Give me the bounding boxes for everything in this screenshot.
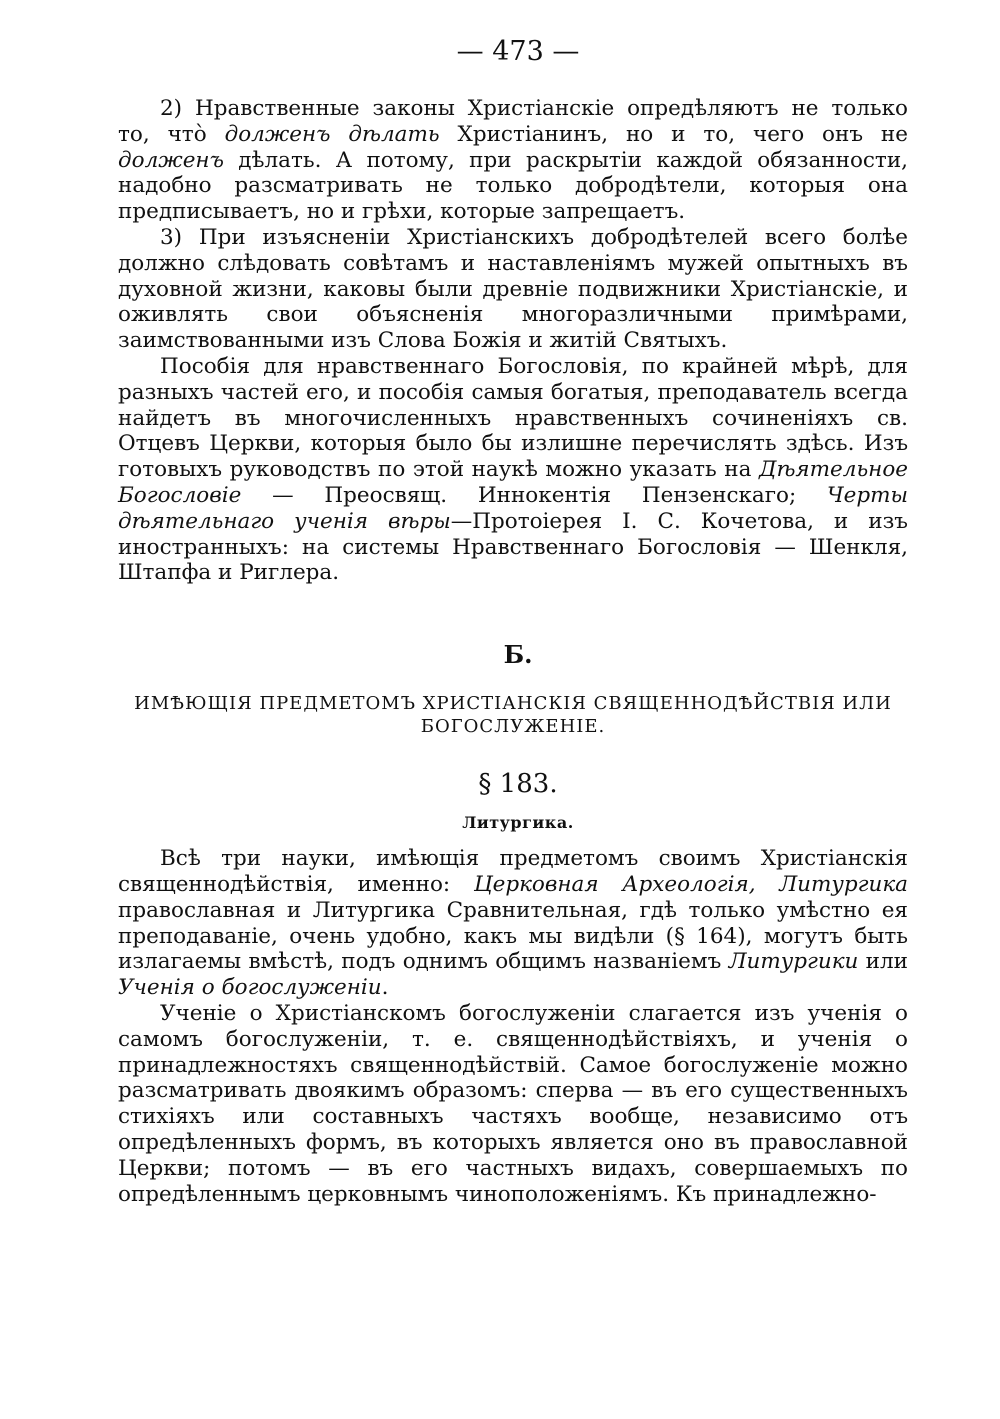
text-segment: Всѣ три науки, имѣющія предметомъ своимъ Христіанскія священнодѣйствія, именно: (118, 846, 908, 897)
page-number: — 473 — (456, 36, 580, 67)
text-segment: православная и Литургика Сравнительная, гдѣ только умѣстно ея преподаваніе, очень удобно, какъ мы видѣли (§ 164), могутъ быть излагаемы вмѣстѣ, подъ однимъ общимъ названіемъ (118, 897, 908, 975)
paragraph (118, 354, 908, 586)
bottom-text-block (118, 846, 908, 1207)
text-segment: — Преосвящ. Иннокентія Пензенскаго; (241, 482, 827, 508)
section-title: ИМѢЮЩІЯ ПРЕДМЕТОМЪ ХРИСТІАНСКІЯ СВЯЩЕННОДѢЙСТВІЯ ИЛИ БОГОСЛУЖЕНІЕ. (134, 693, 892, 738)
book-page (118, 32, 908, 1207)
top-text-block (118, 96, 908, 586)
text-segment: —Протоіерея І. С. Кочетова, и изъ иностранныхъ: на системы Нравственнаго Богословія — Шенкля, Штапфа и Риглера. (118, 508, 908, 586)
subheading: Литургика. (462, 813, 574, 833)
paragraph (118, 225, 908, 354)
paragraph (118, 1001, 908, 1207)
italic-text-segment: долженъ (118, 147, 224, 173)
text-segment: . (381, 975, 389, 1001)
text-segment: 2) Нравственные законы Христіанскіе опредѣляютъ не только то, что̀ (118, 96, 908, 147)
paragraph (118, 96, 908, 225)
text-segment: дѣлать. А потому, при раскрытіи каждой обязанности, надобно разсматривать не только добродѣтели, которыя она предписываетъ, но и грѣхи, которые запрещаетъ. (118, 147, 908, 225)
text-segment: Пособія для нравственнаго Богословія, по крайней мѣрѣ, для разныхъ частей его, и пособія самыя богатыя, преподаватель всегда найдетъ въ многочисленныхъ нравственныхъ сочиненіяхъ св. Отцевъ Церкви, которыя было бы излишне перечислять здѣсь. Изъ готовыхъ руководствъ по этой наукѣ можно указать на (118, 353, 908, 483)
italic-text-segment: Церковная Археологія, Литургика (473, 871, 908, 897)
italic-text-segment: Ученія о богослуженіи (118, 975, 382, 1001)
section-letter: Б. (503, 640, 533, 670)
text-segment: Христіанинъ, но и то, чего онъ не (439, 121, 908, 147)
text-segment: 3) При изъясненіи Христіанскихъ добродѣтелей всего болѣе должно слѣдовать совѣтамъ и наставленіямъ мужей опытныхъ въ духовной жизни, каковы были древніе подвижники Христіанскіе, и оживлять свои объясненія многоразличными примѣрами, заимствованными изъ Слова Божія и житій Святыхъ. (118, 224, 908, 354)
italic-text-segment: Дѣятельное Богословіе (118, 457, 908, 508)
text-segment: Ученіе о Христіанскомъ богослуженіи слагается изъ ученія о самомъ богослуженіи, т. е. священнодѣйствіяхъ, и ученія о принадлежностяхъ священнодѣйствій. Самое богослуженіе можно разсматривать двоякимъ образомъ: сперва — въ его существенныхъ стихіяхъ или составныхъ частяхъ вообще, независимо отъ опредѣленныхъ формъ, въ которыхъ является оно въ православной Церкви; потомъ — въ его частныхъ видахъ, совершаемыхъ по опредѣленнымъ церковнымъ чиноположеніямъ. Къ принадлежно- (118, 1000, 908, 1207)
italic-text-segment: Черты дѣятельнаго ученія вѣры (118, 482, 908, 534)
italic-text-segment: долженъ дѣлать (224, 121, 440, 147)
paragraph-number: § 183. (478, 769, 558, 800)
text-segment: или (858, 949, 908, 975)
italic-text-segment: Литургики (728, 949, 859, 975)
paragraph (118, 846, 908, 1001)
